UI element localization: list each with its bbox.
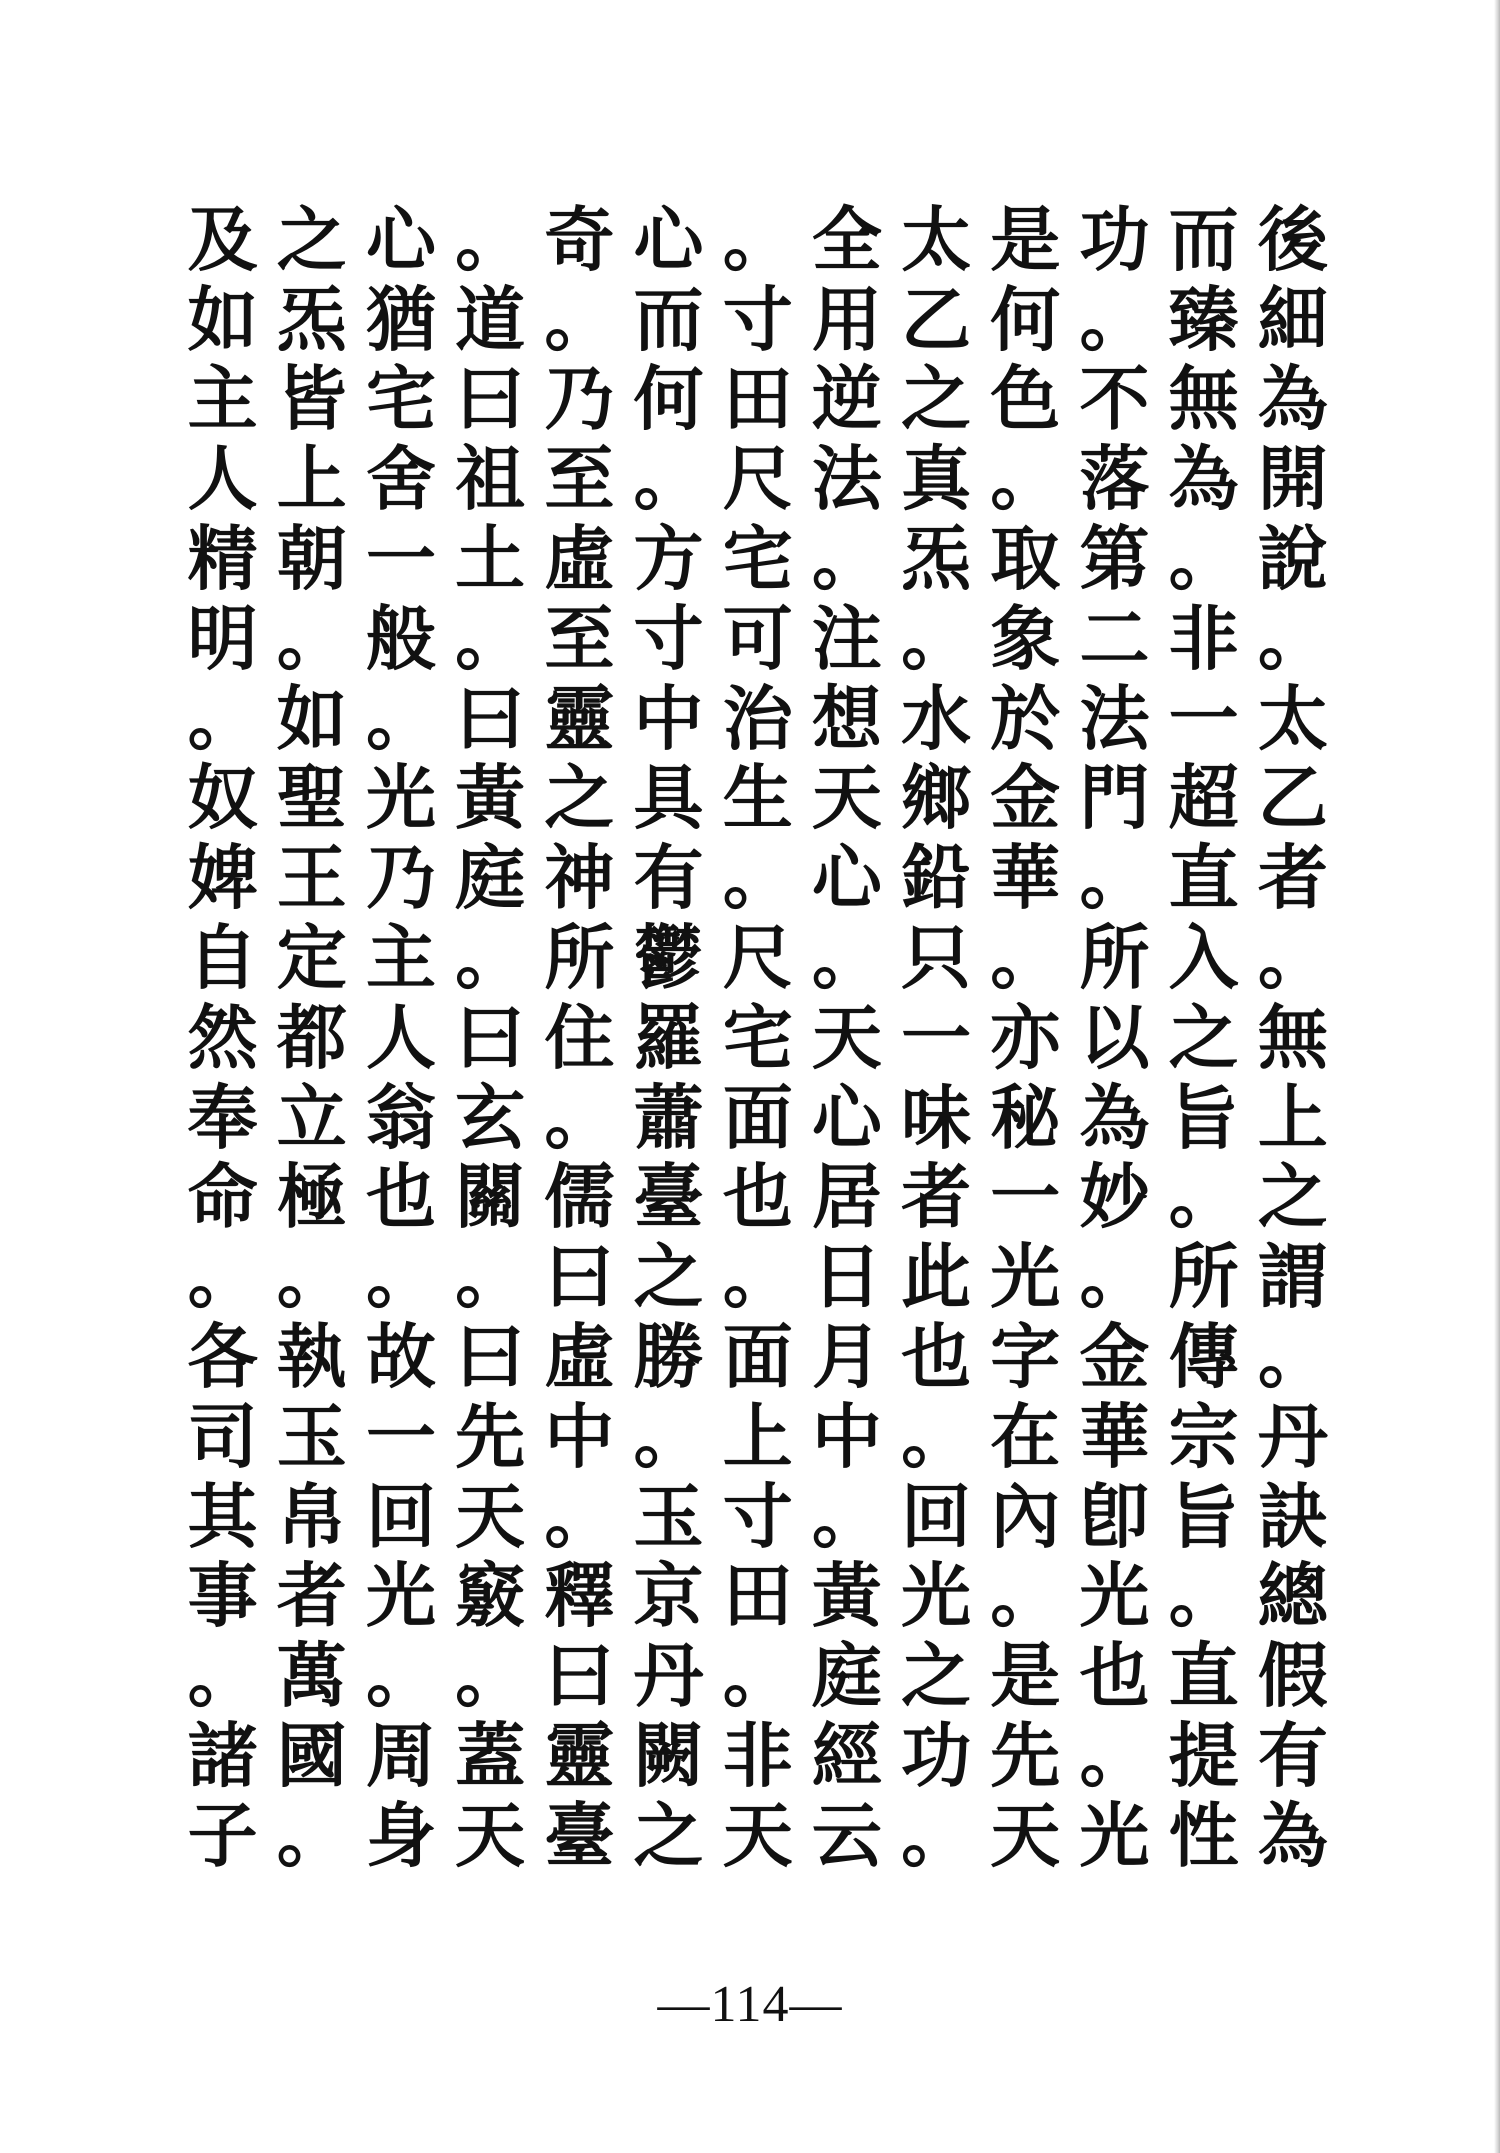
character: 直 [1168,1634,1239,1718]
text-line [178,439,1338,519]
scan-edge [1494,0,1500,2153]
character: 乙 [1257,756,1328,840]
character: 華 [1079,1394,1150,1478]
character: 。 [276,1235,347,1319]
character: 靈 [544,1714,615,1798]
character: 寸 [633,596,704,680]
character: 想 [811,676,882,760]
character: 玄 [455,1075,526,1159]
character: 先 [455,1394,526,1478]
text-line [178,1075,1338,1159]
character: 庭 [455,836,526,920]
character: 。 [633,1394,704,1478]
text-line [178,676,1338,760]
character: 華 [990,836,1061,920]
text-line [178,1793,1338,1877]
character: 至 [544,596,615,680]
character: 之 [1168,995,1239,1079]
character: 門 [1079,756,1150,840]
character: 臺 [544,1793,615,1877]
character: 月 [811,1315,882,1399]
character: 先 [990,1714,1061,1798]
character: 勝 [633,1315,704,1399]
character: 故 [365,1315,436,1399]
character: 後 [1257,197,1328,281]
character: 事 [187,1554,258,1638]
character: 光 [365,1554,436,1638]
character: 色 [990,357,1061,441]
character: 心 [633,197,704,281]
character: 。 [365,1634,436,1718]
character: 用 [811,277,882,361]
character: 為 [1168,437,1239,521]
character: 一 [990,1155,1061,1239]
character: 鉛 [901,836,972,920]
character: 天 [990,1793,1061,1877]
character: 翁 [365,1075,436,1159]
character: 靈 [544,676,615,760]
character: 竅 [455,1554,526,1638]
character: 也 [722,1155,793,1239]
character: 金 [1079,1315,1150,1399]
character: 心 [811,836,882,920]
character: 釋 [544,1554,615,1638]
text-line [178,277,1338,361]
character: 。 [990,1554,1061,1638]
page-number: —114— [657,1976,843,2033]
character: 為 [1257,357,1328,441]
character: 中 [633,676,704,760]
character: 。 [990,437,1061,521]
character: 可 [722,596,793,680]
character: 闕 [633,1714,704,1798]
character: 丹 [1257,1394,1328,1478]
character: 猶 [365,277,436,361]
character: 曰 [544,1235,615,1319]
character: 丹 [633,1634,704,1718]
text-line [178,1716,1338,1796]
character: 太 [901,197,972,281]
character: 上 [722,1394,793,1478]
text-line [178,995,1338,1079]
character: 。 [901,1394,972,1478]
character: 象 [990,596,1061,680]
character: 無 [1257,995,1328,1079]
text-line [178,1474,1338,1558]
character: 內 [990,1474,1061,1558]
character: 。 [187,1235,258,1319]
character: 入 [1168,916,1239,1000]
character: 天 [455,1474,526,1558]
character: 者 [1257,836,1328,920]
character: 開 [1257,437,1328,521]
character: 所 [1168,1235,1239,1319]
character: 以 [1079,995,1150,1079]
character: 之 [633,1235,704,1319]
character: 。 [811,916,882,1000]
character: 聖 [276,756,347,840]
text-line [178,1237,1338,1317]
character: 周 [365,1714,436,1798]
character: 所 [1079,916,1150,1000]
character: 功 [1079,197,1150,281]
character: 虛 [544,517,615,601]
character: 定 [276,916,347,1000]
character: 第 [1079,517,1150,601]
character: 面 [722,1075,793,1159]
character: 者 [276,1554,347,1638]
character: 法 [811,437,882,521]
character: 王 [276,836,347,920]
character: 不 [1079,357,1150,441]
character: 鬱 [633,916,704,1000]
character: 朝 [276,517,347,601]
character: 光 [365,756,436,840]
character: 乃 [544,357,615,441]
character: 直 [1168,836,1239,920]
character: 逆 [811,357,882,441]
character: 曰 [544,1634,615,1718]
character: 面 [722,1315,793,1399]
character: 玉 [633,1474,704,1558]
character: 奴 [187,756,258,840]
character: 天 [811,995,882,1079]
character: 宗 [1168,1394,1239,1478]
character: 。 [187,676,258,760]
character: 京 [633,1554,704,1638]
character: 心 [365,197,436,281]
character: 都 [276,995,347,1079]
character: 鄉 [901,756,972,840]
character: 細 [1257,277,1328,361]
character: 關 [455,1155,526,1239]
character: 蕭 [633,1075,704,1159]
character: 一 [901,995,972,1079]
character: 法 [1079,676,1150,760]
character: 儒 [544,1155,615,1239]
character: 奉 [187,1075,258,1159]
character: 也 [365,1155,436,1239]
character: 舍 [365,437,436,521]
character: 假 [1257,1634,1328,1718]
character: 主 [187,357,258,441]
character: 曰 [455,676,526,760]
classical-text-block [178,197,1338,1877]
character: 所 [544,916,615,1000]
character: 天 [811,756,882,840]
character: 。 [455,197,526,281]
character: 人 [187,437,258,521]
character: 。 [1168,517,1239,601]
character: 般 [365,596,436,680]
character: 住 [544,995,615,1079]
character: 立 [276,1075,347,1159]
character: 。 [990,916,1061,1000]
character: 。 [365,676,436,760]
character: 土 [455,517,526,601]
character: 卽 [1079,1474,1150,1558]
character: 極 [276,1155,347,1239]
character: 各 [187,1315,258,1399]
character: 。 [722,197,793,281]
character: 方 [633,517,704,601]
character: 。 [455,1235,526,1319]
character: 臺 [633,1155,704,1239]
character: 如 [187,277,258,361]
character: 超 [1168,756,1239,840]
character: 神 [544,836,615,920]
character: 之 [633,1793,704,1877]
character: 黃 [811,1554,882,1638]
character: 帛 [276,1474,347,1558]
character: 主 [365,916,436,1000]
character: 只 [901,916,972,1000]
character: 婢 [187,836,258,920]
character: 全 [811,197,882,281]
character: 之 [901,1634,972,1718]
character: 尺 [722,916,793,1000]
character: 中 [811,1394,882,1478]
character: 提 [1168,1714,1239,1798]
character: 宅 [722,995,793,1079]
character: 。 [544,277,615,361]
character: 是 [990,1634,1061,1718]
character: 治 [722,676,793,760]
text-line [178,1394,1338,1478]
character: 有 [1257,1714,1328,1798]
character: 道 [455,277,526,361]
character: 光 [901,1554,972,1638]
character: 。 [276,1793,347,1877]
character: 田 [722,1554,793,1638]
character: 回 [365,1474,436,1558]
character: 說 [1257,517,1328,601]
character: 寸 [722,1474,793,1558]
character: 日 [811,1235,882,1319]
character: 田 [722,357,793,441]
character: 天 [722,1793,793,1877]
character: 上 [276,437,347,521]
character: 子 [187,1793,258,1877]
character: 取 [990,517,1061,601]
text-line [178,838,1338,918]
character: 自 [187,916,258,1000]
character: 而 [1168,197,1239,281]
character: 。 [1168,1155,1239,1239]
character: 庭 [811,1634,882,1718]
character: 身 [365,1793,436,1877]
character: 中 [544,1394,615,1478]
character: 尺 [722,437,793,521]
character: 。 [1168,1554,1239,1638]
character: 其 [187,1474,258,1558]
character: 皆 [276,357,347,441]
character: 上 [1257,1075,1328,1159]
character: 二 [1079,596,1150,680]
character: 。 [455,916,526,1000]
character: 云 [811,1793,882,1877]
character: 為 [1257,1793,1328,1877]
character: 亦 [990,995,1061,1079]
character: 者 [901,1155,972,1239]
character: 。 [811,1474,882,1558]
character: 之 [544,756,615,840]
character: 奇 [544,197,615,281]
character: 旨 [1168,1075,1239,1159]
character: 。 [455,596,526,680]
character: 國 [276,1714,347,1798]
text-line [178,918,1338,998]
character: 秘 [990,1075,1061,1159]
character: 之 [901,357,972,441]
character: 。 [1079,836,1150,920]
text-line [178,357,1338,441]
character: 注 [811,596,882,680]
character: 。 [722,836,793,920]
character: 回 [901,1474,972,1558]
character: 太 [1257,676,1328,760]
character: 至 [544,437,615,521]
character: 居 [811,1155,882,1239]
character: 傳 [1168,1315,1239,1399]
character: 。 [722,1634,793,1718]
character: 一 [1168,676,1239,760]
character: 心 [811,1075,882,1159]
character: 曰 [455,995,526,1079]
character: 命 [187,1155,258,1239]
character: 。 [1079,277,1150,361]
character: 。 [544,1075,615,1159]
character: 味 [901,1075,972,1159]
character: 。 [1257,1315,1328,1399]
character: 生 [722,756,793,840]
character: 黃 [455,756,526,840]
text-line [178,756,1338,840]
character: 。 [187,1634,258,1718]
character: 一 [365,517,436,601]
character: 一 [365,1394,436,1478]
character: 。 [1257,916,1328,1000]
character: 蓋 [455,1714,526,1798]
character: 炁 [276,277,347,361]
character: 乃 [365,836,436,920]
character: 也 [1079,1634,1150,1718]
character: 在 [990,1394,1061,1478]
character: 非 [722,1714,793,1798]
character: 。 [544,1474,615,1558]
character: 人 [365,995,436,1079]
text-line [178,1554,1338,1638]
character: 臻 [1168,277,1239,361]
character: 字 [990,1315,1061,1399]
character: 玉 [276,1394,347,1478]
character: 之 [1257,1155,1328,1239]
character: 祖 [455,437,526,521]
character: 如 [276,676,347,760]
character: 炁 [901,517,972,601]
character: 。 [1079,1714,1150,1798]
text-line [178,197,1338,281]
character: 而 [633,277,704,361]
text-line [178,1636,1338,1716]
character: 。 [722,1235,793,1319]
character: 此 [901,1235,972,1319]
character: 執 [276,1315,347,1399]
character: 。 [1079,1235,1150,1319]
character: 寸 [722,277,793,361]
character: 。 [633,437,704,521]
character: 旨 [1168,1474,1239,1558]
character: 性 [1168,1793,1239,1877]
character: 。 [365,1235,436,1319]
character: 羅 [633,995,704,1079]
character: 為 [1079,1075,1150,1159]
character: 水 [901,676,972,760]
character: 萬 [276,1634,347,1718]
character: 明 [187,596,258,680]
character: 宅 [722,517,793,601]
character: 曰 [455,357,526,441]
character: 天 [455,1793,526,1877]
character: 曰 [455,1315,526,1399]
character: 是 [990,197,1061,281]
character: 及 [187,197,258,281]
character: 。 [901,596,972,680]
character: 落 [1079,437,1150,521]
character: 有 [633,836,704,920]
text-line [178,1155,1338,1239]
character: 真 [901,437,972,521]
character: 何 [990,277,1061,361]
text-line [178,596,1338,680]
character: 光 [1079,1793,1150,1877]
character: 。 [1257,596,1328,680]
character: 宅 [365,357,436,441]
character: 。 [901,1793,972,1877]
text-line [178,1317,1338,1397]
character: 之 [276,197,347,281]
character: 。 [811,517,882,601]
character: 非 [1168,596,1239,680]
character: 然 [187,995,258,1079]
character: 何 [633,357,704,441]
character: 也 [901,1315,972,1399]
character: 於 [990,676,1061,760]
character: 虛 [544,1315,615,1399]
character: 謂 [1257,1235,1328,1319]
character: 乙 [901,277,972,361]
character: 精 [187,517,258,601]
character: 金 [990,756,1061,840]
character: 諸 [187,1714,258,1798]
character: 具 [633,756,704,840]
character: 無 [1168,357,1239,441]
character: 經 [811,1714,882,1798]
character: 。 [276,596,347,680]
character: 司 [187,1394,258,1478]
character: 妙 [1079,1155,1150,1239]
character: 功 [901,1714,972,1798]
character: 光 [990,1235,1061,1319]
character: 總 [1257,1554,1328,1638]
character: 光 [1079,1554,1150,1638]
text-line [178,519,1338,599]
character: 訣 [1257,1474,1328,1558]
character: 。 [455,1634,526,1718]
